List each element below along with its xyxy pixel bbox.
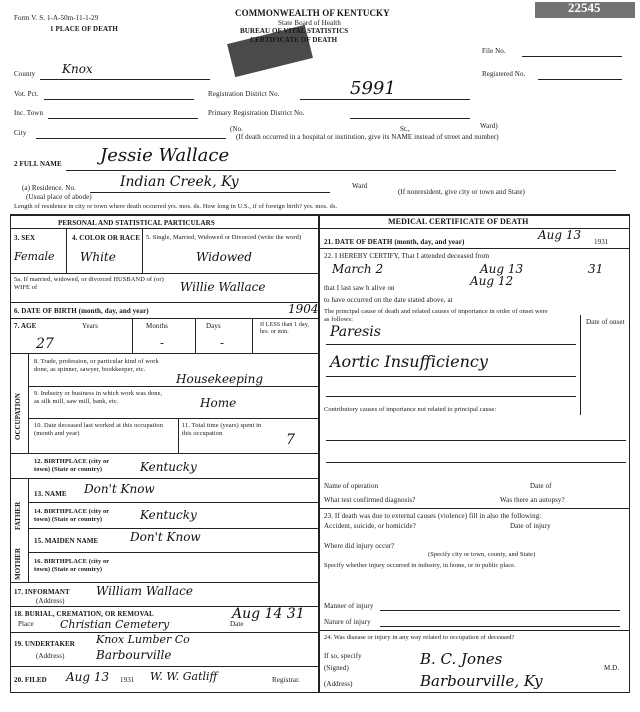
undertaker-value: Knox Lumber Co xyxy=(96,633,190,646)
length-of-residence-note: Length of residence in city or town where death occurred yrs. mos. ds. How long in U.S., if of foreign birth? yrs. mos. ds. xyxy=(14,203,338,210)
injury-where-label: Where did injury occur? xyxy=(324,542,395,550)
inc-town-label: Inc. Town xyxy=(14,109,44,117)
accident-label: Accident, suicide, or homicide? xyxy=(324,522,416,530)
signed-label: (Signed) xyxy=(324,664,349,672)
filed-year: 1931 xyxy=(120,676,135,684)
registration-district-label: Registration District No. xyxy=(208,90,280,98)
last-saw-value: Aug 12 xyxy=(470,274,514,288)
age-months-value: - xyxy=(160,336,165,350)
contributory-label: Contributory causes of importance not related to principal cause: xyxy=(324,406,497,413)
commonwealth-title: COMMONWEALTH OF KENTUCKY xyxy=(235,8,390,18)
trade-value: Housekeeping xyxy=(176,372,264,386)
occupation-side-label: OCCUPATION xyxy=(14,393,22,440)
father-birthplace-value: Kentucky xyxy=(140,508,197,522)
physician-address-label: (Address) xyxy=(324,680,353,688)
informant-label: 17. INFORMANT xyxy=(14,588,70,596)
age-value: 27 xyxy=(36,336,54,352)
industry-label: 9. Industry or business in which work was done, as silk mill, saw mill, bank, etc. xyxy=(34,390,163,405)
county-value: Knox xyxy=(62,62,93,76)
marital-value: Widowed xyxy=(196,250,252,264)
nonresident-note: (If nonresident, give city or town and State) xyxy=(398,188,525,196)
cause-line-2: Aortic Insufficiency xyxy=(330,352,488,371)
undertaker-label: 19. UNDERTAKER xyxy=(14,640,75,648)
place-of-death-label: 1 PLACE OF DEATH xyxy=(50,25,118,33)
total-time-value: 7 xyxy=(286,432,295,448)
if-so-specify-label: If so, specify xyxy=(324,652,362,660)
residence-value: Indian Creek, Ky xyxy=(120,174,239,190)
registrar-label: Registrar. xyxy=(272,676,301,684)
manner-of-injury-label: Manner of injury xyxy=(324,602,374,610)
bureau-title: BUREAU OF VITAL STATISTICS xyxy=(240,27,349,35)
residence-label: (a) Residence. No. xyxy=(22,184,76,192)
date-of-death-value: Aug 13 xyxy=(538,228,582,242)
birthplace-label: 12. BIRTHPLACE (city or town) (State or country) xyxy=(34,458,110,473)
father-side-label: FATHER xyxy=(14,501,22,530)
city-no-label: (No. xyxy=(230,125,244,133)
undertaker-address-label: (Address) xyxy=(36,652,65,660)
certify-to-value: Aug 13 xyxy=(480,262,524,276)
sex-value: Female xyxy=(14,250,55,263)
date-of-death-year: 1931 xyxy=(594,238,609,246)
principal-cause-label: The principal cause of death and related causes of importance in order of onset were as follows: xyxy=(324,308,548,323)
birthplace-value: Kentucky xyxy=(140,460,197,474)
date-of-birth-label: 6. DATE OF BIRTH (month, day, and year) xyxy=(14,307,149,315)
occupation-related-label: 24. Was disease or injury in any way related to occupation of deceased? xyxy=(324,634,515,641)
injury-date-label: Date of injury xyxy=(510,522,551,530)
mother-birthplace-label: 16. BIRTHPLACE (city or town) (State or country) xyxy=(34,558,110,573)
burial-place-value: Christian Cemetery xyxy=(60,618,170,631)
death-occurred-label: to have occurred on the date stated above, at xyxy=(324,296,453,304)
mother-side-label: MOTHER xyxy=(14,548,22,580)
burial-date-value: Aug 14 31 xyxy=(232,606,305,622)
hospital-note: (If death occurred in a hospital or institution, give its NAME instead of street and number) xyxy=(236,133,499,141)
maiden-name-label: 15. MAIDEN NAME xyxy=(34,537,99,545)
date-of-onset-label: Date of onset xyxy=(586,318,625,326)
informant-address-label: (Address) xyxy=(36,597,65,605)
injury-where-hint: (Specify city or town, county, and State) xyxy=(428,551,536,558)
nature-of-injury-label: Nature of injury xyxy=(324,618,371,626)
date-of-birth-value: 1904 xyxy=(288,302,319,316)
vot-pct-label: Vot. Pct. xyxy=(14,90,39,98)
father-name-value: Don't Know xyxy=(84,482,155,496)
age-months-label: Months xyxy=(146,322,168,330)
burial-date-label: Date xyxy=(230,620,244,628)
last-worked-label: 10. Date deceased last worked at this occupation (month and year) xyxy=(34,422,164,437)
date-of-death-label: 21. DATE OF DEATH (month, day, and year) xyxy=(324,238,465,246)
residence-ward-label: Ward xyxy=(352,182,368,190)
autopsy-label: Was there an autopsy? xyxy=(500,496,565,504)
physician-signature: B. C. Jones xyxy=(420,650,503,668)
personal-particulars-heading: PERSONAL AND STATISTICAL PARTICULARS xyxy=(58,219,215,227)
document-number: 22545 xyxy=(568,0,601,15)
informant-value: William Wallace xyxy=(96,584,193,598)
age-years-label: Years xyxy=(82,322,99,330)
file-no-label: File No. xyxy=(482,47,506,55)
father-name-label: 13. NAME xyxy=(34,490,67,498)
husband-value: Willie Wallace xyxy=(180,280,266,294)
physician-address-value: Barbourville, Ky xyxy=(420,672,543,690)
city-ward-label: Ward) xyxy=(480,122,498,130)
father-birthplace-label: 14. BIRTHPLACE (city or town) (State or country) xyxy=(34,508,110,523)
certify-year-value: 31 xyxy=(588,262,604,276)
diagnosis-label: What test confirmed diagnosis? xyxy=(324,496,416,504)
burial-label: 18. BURIAL, CREMATION, OR REMOVAL xyxy=(14,610,154,618)
form-code: Form V. S. 1-A-50m-11-1-29 xyxy=(14,14,99,22)
less-than-day-label: If LESS than 1 day, hrs. or min. xyxy=(260,322,310,335)
cause-line-1: Paresis xyxy=(330,324,381,340)
registered-no-label: Registered No. xyxy=(482,70,526,78)
full-name-label: 2 FULL NAME xyxy=(14,160,62,168)
injury-specify-label: Specify whether injury occurred in industry, in home, or in public place. xyxy=(324,562,516,569)
marital-label: 5. Single, Married, Widowed or Divorced (write the word) xyxy=(146,234,302,241)
burial-place-label: Place xyxy=(18,620,34,628)
color-label: 4. COLOR OR RACE xyxy=(72,234,141,242)
undertaker-address-value: Barbourville xyxy=(96,648,172,662)
external-causes-label: 23. If death was due to external causes (violence) fill in also the following: xyxy=(324,512,542,520)
age-label: 7. AGE xyxy=(14,322,37,330)
city-label: City xyxy=(14,129,27,137)
full-name-value: Jessie Wallace xyxy=(100,145,230,166)
age-days-value: - xyxy=(220,336,225,350)
medical-certificate-heading: MEDICAL CERTIFICATE OF DEATH xyxy=(388,217,529,226)
registration-district-value: 5991 xyxy=(350,78,396,99)
age-days-label: Days xyxy=(206,322,221,330)
primary-registration-label: Primary Registration District No. xyxy=(208,109,305,117)
sex-label: 3. SEX xyxy=(14,234,36,242)
board-title: State Board of Health xyxy=(278,19,341,27)
registrar-value: W. W. Gatliff xyxy=(150,670,218,683)
maiden-name-value: Don't Know xyxy=(130,530,201,544)
residence-hint: (Usual place of abode) xyxy=(26,193,92,201)
total-time-label: 11. Total time (years) spent in this occupation xyxy=(182,422,262,437)
operation-date-label: Date of xyxy=(530,482,552,490)
industry-value: Home xyxy=(200,396,237,410)
filed-date-value: Aug 13 xyxy=(66,670,110,684)
filed-label: 20. FILED xyxy=(14,676,47,684)
operation-label: Name of operation xyxy=(324,482,379,490)
certificate-title: CERTIFICATE OF DEATH xyxy=(250,36,338,44)
last-saw-label: that I last saw h alive on xyxy=(324,284,395,292)
county-label: County xyxy=(14,70,36,78)
color-value: White xyxy=(80,250,116,264)
husband-label: 5a. If married, widowed, or divorced HUSBAND of (or) WIFE of xyxy=(14,276,164,291)
city-st-label: St., xyxy=(400,125,410,133)
trade-label: 8. Trade, profession, or particular kind of work done, as spinner, sawyer, bookkeeper, etc. xyxy=(34,358,159,373)
certify-from-value: March 2 xyxy=(332,262,384,276)
certify-label: 22. I HEREBY CERTIFY, That I attended deceased from xyxy=(324,252,490,260)
md-label: M.D. xyxy=(604,664,620,672)
